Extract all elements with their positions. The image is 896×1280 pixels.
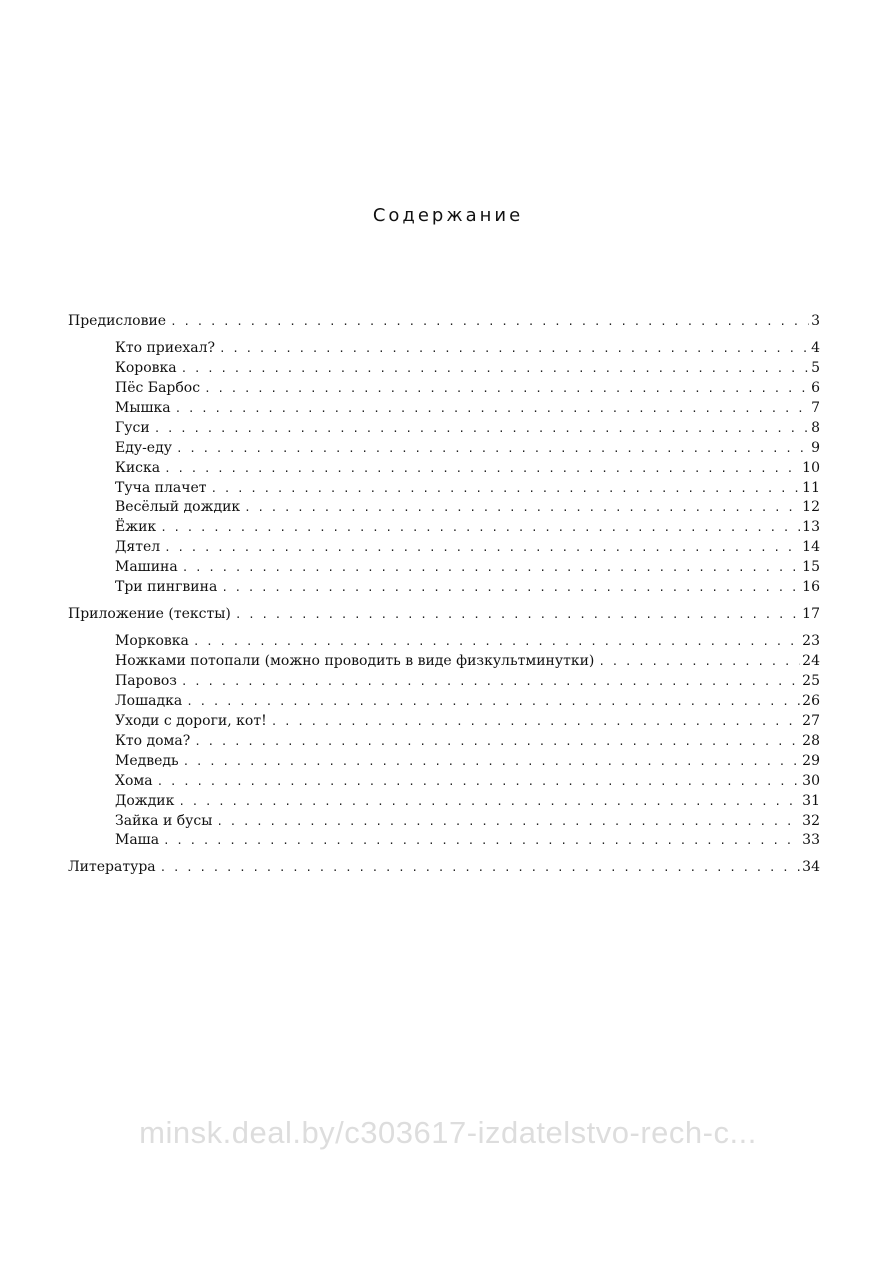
toc-entry-page-number: 28 — [802, 732, 820, 749]
toc-section-entry — [68, 605, 820, 625]
dot-leader — [164, 459, 800, 479]
dot-leader — [157, 772, 801, 792]
dot-leader — [182, 558, 800, 578]
dot-leader — [211, 479, 801, 499]
toc-entry-label: Маша — [115, 832, 160, 849]
toc-entry-page-number: 15 — [802, 559, 820, 576]
toc-entry-label: Литература — [68, 859, 156, 876]
toc-entry — [68, 812, 820, 832]
toc-entry-label: Мышка — [115, 399, 171, 416]
toc-entry-page-number: 26 — [802, 692, 820, 709]
toc-entry-page-number: 27 — [802, 712, 820, 729]
toc-entry-page-number: 13 — [802, 519, 820, 536]
dot-leader — [170, 312, 809, 332]
toc-entry-page-number: 12 — [802, 499, 820, 516]
toc-entry-label: Ёжик — [115, 519, 157, 536]
dot-leader — [235, 605, 800, 625]
toc-entry-page-number: 25 — [802, 672, 820, 689]
dot-leader — [216, 812, 800, 832]
toc-section-entry — [68, 858, 820, 878]
dot-leader — [176, 439, 809, 459]
toc-entry-label: Весёлый дождик — [115, 499, 241, 516]
dot-leader — [178, 792, 800, 812]
toc-entry-label: Пёс Барбос — [115, 379, 201, 396]
toc-entry — [68, 752, 820, 772]
toc-entry-page-number: 7 — [811, 399, 820, 416]
toc-entry — [68, 672, 820, 692]
toc-entry-page-number: 29 — [802, 752, 820, 769]
toc-entry — [68, 459, 820, 479]
dot-leader — [194, 732, 800, 752]
toc-entry-page-number: 23 — [802, 633, 820, 650]
toc-entry — [68, 419, 820, 439]
toc-entry — [68, 652, 820, 672]
dot-leader — [181, 359, 809, 379]
toc-entry-label: Еду-еду — [115, 439, 172, 456]
toc-entry-page-number: 33 — [802, 832, 820, 849]
dot-leader — [598, 652, 800, 672]
watermark: minsk.deal.by/c303617-izdatelstvo-rech-c... — [139, 1115, 757, 1150]
toc-entry-label: Машина — [115, 559, 178, 576]
toc-entry-page-number: 14 — [802, 539, 820, 556]
dot-leader — [193, 632, 800, 652]
toc-entry-label: Предисловие — [68, 313, 167, 329]
toc-entry-label: Дождик — [115, 792, 175, 809]
toc-entry — [68, 692, 820, 712]
dot-leader — [163, 831, 800, 851]
dot-leader — [175, 399, 809, 419]
toc-entry — [68, 498, 820, 518]
toc-entry-label: Морковка — [115, 633, 189, 650]
toc-entry-label: Гуси — [115, 419, 150, 436]
toc-entry-page-number: 11 — [802, 479, 820, 496]
toc-entry-page-number: 30 — [802, 772, 820, 789]
dot-leader — [181, 672, 800, 692]
toc-entry — [68, 578, 820, 598]
toc-entry — [68, 558, 820, 578]
toc-entry — [68, 339, 820, 359]
dot-leader — [219, 339, 809, 359]
toc-entry-label: Приложение (тексты) — [68, 606, 231, 623]
toc-entry-label: Киска — [115, 459, 161, 476]
dot-leader — [160, 518, 800, 538]
toc-entry-label: Ножками потопали (можно проводить в виде физкультминутки) — [115, 653, 595, 669]
toc-entry-label: Хома — [115, 772, 153, 789]
toc-entry — [68, 439, 820, 459]
toc-entry-label: Уходи с дороги, кот! — [115, 712, 267, 729]
toc-entry — [68, 712, 820, 732]
toc-entry — [68, 792, 820, 812]
toc-entry-label: Три пингвина — [115, 579, 218, 596]
toc-entry — [68, 359, 820, 379]
toc-entry-label: Коровка — [115, 359, 177, 376]
toc-entry-page-number: 32 — [802, 812, 820, 829]
dot-leader — [204, 379, 809, 399]
dot-leader — [186, 692, 800, 712]
toc-entry-label: Медведь — [115, 752, 179, 769]
dot-leader — [154, 419, 809, 439]
toc-entry-page-number: 6 — [811, 379, 820, 396]
toc-entry — [68, 831, 820, 851]
table-of-contents — [68, 312, 820, 878]
toc-entry-label: Кто приехал? — [115, 339, 216, 356]
toc-entry-label: Кто дома? — [115, 732, 191, 749]
toc-entry-page-number: 31 — [802, 792, 820, 809]
toc-entry — [68, 772, 820, 792]
toc-entry-label: Зайка и бусы — [115, 812, 213, 829]
page-title: Содержание — [372, 205, 524, 226]
toc-entry-label: Паровоз — [115, 672, 177, 689]
dot-leader — [183, 752, 801, 772]
toc-entry-label: Туча плачет — [115, 479, 207, 496]
dot-leader — [164, 538, 800, 558]
toc-entry-page-number: 17 — [802, 606, 820, 623]
toc-entry — [68, 538, 820, 558]
toc-entry-page-number: 34 — [802, 859, 820, 876]
toc-entry-page-number: 9 — [811, 439, 820, 456]
toc-entry — [68, 732, 820, 752]
dot-leader — [221, 578, 800, 598]
toc-entry — [68, 632, 820, 652]
toc-entry-page-number: 4 — [811, 339, 820, 356]
dot-leader — [244, 498, 800, 518]
toc-entry-page-number: 3 — [811, 313, 820, 329]
toc-entry — [68, 379, 820, 399]
toc-section-entry — [68, 312, 820, 332]
toc-entry-page-number: 8 — [811, 419, 820, 436]
toc-entry — [68, 518, 820, 538]
toc-entry-page-number: 10 — [802, 459, 820, 476]
dot-leader — [160, 858, 801, 878]
toc-entry-page-number: 24 — [802, 653, 820, 669]
dot-leader — [271, 712, 800, 732]
toc-entry — [68, 399, 820, 419]
toc-entry-label: Лошадка — [115, 692, 183, 709]
toc-entry-label: Дятел — [115, 539, 161, 556]
toc-entry-page-number: 16 — [802, 579, 820, 596]
toc-entry-page-number: 5 — [811, 359, 820, 376]
toc-entry — [68, 479, 820, 499]
